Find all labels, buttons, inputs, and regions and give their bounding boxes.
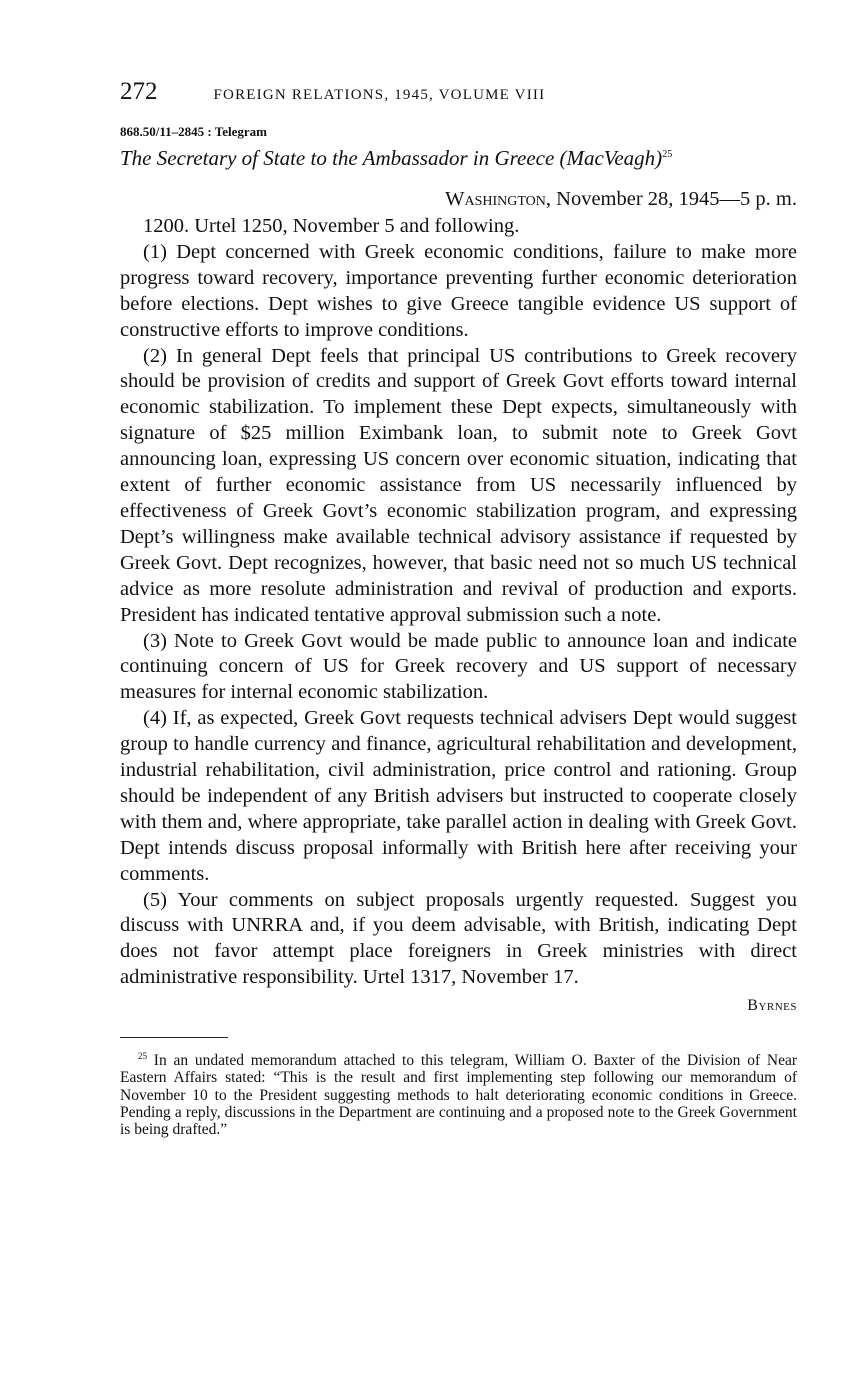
title-footnote-mark: 25 — [662, 149, 673, 160]
document-reference: 868.50/11–2845 : Telegram — [120, 124, 267, 139]
dateline-date: , November 28, 1945—5 p. m. — [545, 188, 797, 210]
footnote — [120, 1052, 797, 1138]
footnote-divider — [120, 1037, 228, 1038]
document-page — [120, 78, 797, 1139]
paragraph-intro: 1200. Urtel 1250, November 5 and following. — [143, 215, 520, 237]
document-title: The Secretary of State to the Ambassador in Greece (MacVeagh) — [120, 146, 663, 170]
telegram-body — [120, 214, 797, 991]
page-header — [120, 78, 797, 114]
document-title-line — [120, 146, 797, 171]
paragraph-3: (3) Note to Greek Govt would be made public to announce loan and indicate continuing concern of US for Greek recovery and US support of necessary measures for internal economic stabilization. — [120, 629, 797, 704]
paragraph-5: (5) Your comments on subject proposals urgently requested. Suggest you discuss with UNRRA and, if you deem advisable, with British, indicating Dept does not favor attempt place foreigners in Greek ministries with direct administrative responsibility. Urtel 1317, November 17. — [120, 888, 797, 989]
footnote-text: In an undated memorandum attached to this telegram, William O. Baxter of the Division of Near Eastern Affairs stated: “This is the result and first implementing step following our memorandum of November 10 to the President suggesting methods to halt deteriorating economic conditions in Greece. Pending a reply, discussions in the Department are continuing and a proposed note to the Greek Government is being drafted.” — [120, 1052, 798, 1139]
paragraph-1: (1) Dept concerned with Greek economic conditions, failure to make more progress toward recovery, importance preventing further economic deterioration before elections. Dept wishes to give Greece tangible evidence US support of constructive efforts to improve conditions. — [120, 240, 797, 341]
dateline — [120, 187, 797, 212]
dateline-place: Washington — [445, 188, 546, 210]
footnote-mark: 25 — [138, 1051, 147, 1062]
signature: Byrnes — [747, 997, 797, 1015]
page-number: 272 — [120, 78, 158, 105]
paragraph-2: (2) In general Dept feels that principal US contributions to Greek recovery should be provision of credits and support of Greek Govt efforts toward internal economic stabilization. To implement these Dept expects, simultaneously with signature of $25 million Eximbank loan, to submit note to Greek Govt announcing loan, expressing US concern over economic situation, indicating that extent of further economic assistance from US necessarily influenced by effectiveness of Greek Govt’s economic stabilization program, and expressing Dept’s willingness make available technical advisory assistance if requested by Greek Govt. Dept recognizes, however, that basic need not so much US technical advice as more resolute administration and revival of production and exports. President has indicated tentative approval submission such a note. — [120, 344, 797, 626]
paragraph-4: (4) If, as expected, Greek Govt requests technical advisers Dept would suggest group to handle currency and finance, agricultural rehabilitation and development, industrial rehabilitation, civil administration, price control and rationing. Group should be independent of any British advisers but instructed to cooperate closely with them and, where appropriate, take parallel action in dealing with Greek Govt. Dept intends discuss proposal informally with British here after receiving your comments. — [120, 707, 797, 885]
running-head: FOREIGN RELATIONS, 1945, VOLUME VIII — [213, 87, 546, 103]
